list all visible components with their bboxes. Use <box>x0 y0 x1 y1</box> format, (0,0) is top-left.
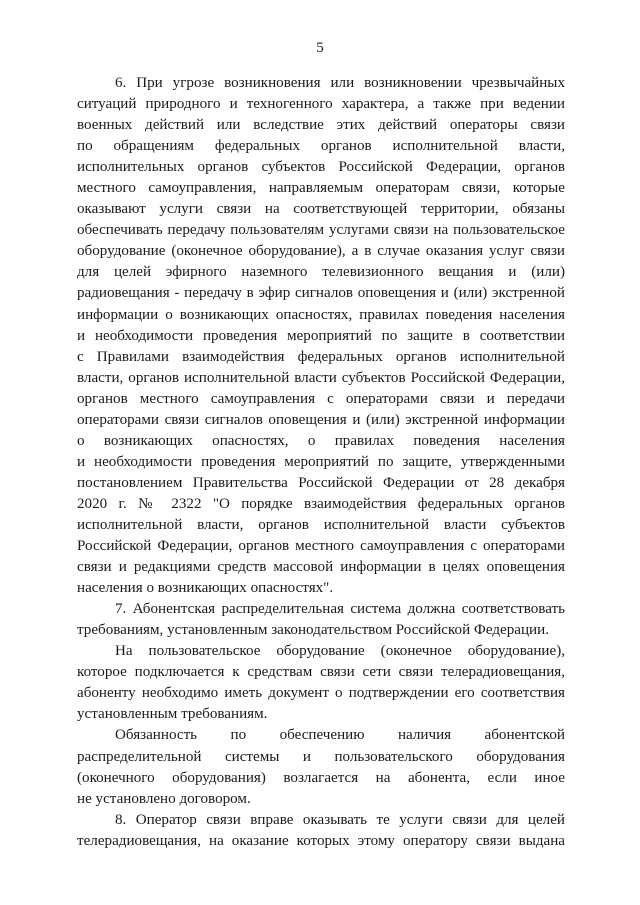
text-line: связи и редакциями средств массовой информации в целях оповещения <box>77 559 565 576</box>
text-line: телерадиовещания, на оказание которых этому оператору связи выдана <box>77 832 565 849</box>
text-line: абоненту необходимо иметь документ о подтверждении его соответствия <box>77 685 565 702</box>
text-line: о возникающих опасностях, о правилах поведения населения <box>77 432 565 449</box>
text-line: ситуаций природного и техногенного характера, а также при ведении <box>77 96 565 113</box>
text-line: обеспечивать передачу пользователям услугами связи на пользовательское <box>77 222 565 239</box>
text-line: населения о возникающих опасностях". <box>77 580 334 597</box>
text-line: исполнительных органов субъектов Российской Федерации, органов <box>77 159 565 176</box>
text-line: 8. Оператор связи вправе оказывать те услуги связи для целей <box>115 811 565 828</box>
text-line: На пользовательское оборудование (оконечное оборудование), <box>115 643 565 660</box>
text-line: радиовещания - передачу в эфир сигналов оповещения и (или) экстренной <box>77 285 565 302</box>
text-line: для целей эфирного наземного телевизионного вещания и (или) <box>77 264 565 281</box>
text-line: исполнительной власти, органов исполнительной власти субъектов <box>77 516 565 533</box>
text-line: 6. При угрозе возникновения или возникновении чрезвычайных <box>115 75 565 91</box>
page-number: 5 <box>316 40 324 56</box>
text-line: информации о возникающих опасностях, правилах поведения населения <box>77 306 565 323</box>
text-line: распределительной системы и пользовательского оборудования <box>77 748 565 765</box>
text-line: с Правилами взаимодействия федеральных органов исполнительной <box>77 348 565 365</box>
text-line: постановлением Правительства Российской Федерации от 28 декабря <box>77 474 565 491</box>
text-line: 2020 г. № 2322 "О порядке взаимодействия федеральных органов <box>77 495 565 512</box>
text-line: 7. Абонентская распределительная система должна соответствовать <box>115 601 565 618</box>
text-line: военных действий или вследствие этих действий операторы связи <box>77 117 565 134</box>
text-line: (оконечного оборудования) возлагается на абонента, если иное <box>77 769 565 786</box>
text-line: установленным требованиям. <box>77 706 268 723</box>
text-line: операторами связи сигналов оповещения и (или) экстренной информации <box>77 411 565 428</box>
text-line: и необходимости проведения мероприятий по защите, утвержденными <box>77 453 565 470</box>
text-line: которое подключается к средствам связи сети связи телерадиовещания, <box>77 664 565 681</box>
text-line: требованиям, установленным законодательством Российской Федерации. <box>77 622 549 639</box>
text-line: органов местного самоуправления с операторами связи и передачи <box>77 390 565 407</box>
text-line: оборудование (оконечное оборудование), а в случае оказания услуг связи <box>77 243 565 260</box>
document-body <box>77 73 565 852</box>
text-line: власти, органов исполнительной власти субъектов Российской Федерации, <box>77 369 565 386</box>
text-line: оказывают услуги связи на соответствующей территории, обязаны <box>77 201 565 218</box>
text-line: местного самоуправления, направляемым операторам связи, которые <box>77 180 565 197</box>
text-line: не установлено договором. <box>77 790 251 807</box>
text-line: и необходимости проведения мероприятий по защите в соответствии <box>77 327 565 344</box>
text-line: по обращениям федеральных органов исполнительной власти, <box>77 138 565 155</box>
text-line: Обязанность по обеспечению наличия абонентской <box>115 727 565 744</box>
text-line: Российской Федерации, органов местного самоуправления с операторами <box>77 538 565 555</box>
